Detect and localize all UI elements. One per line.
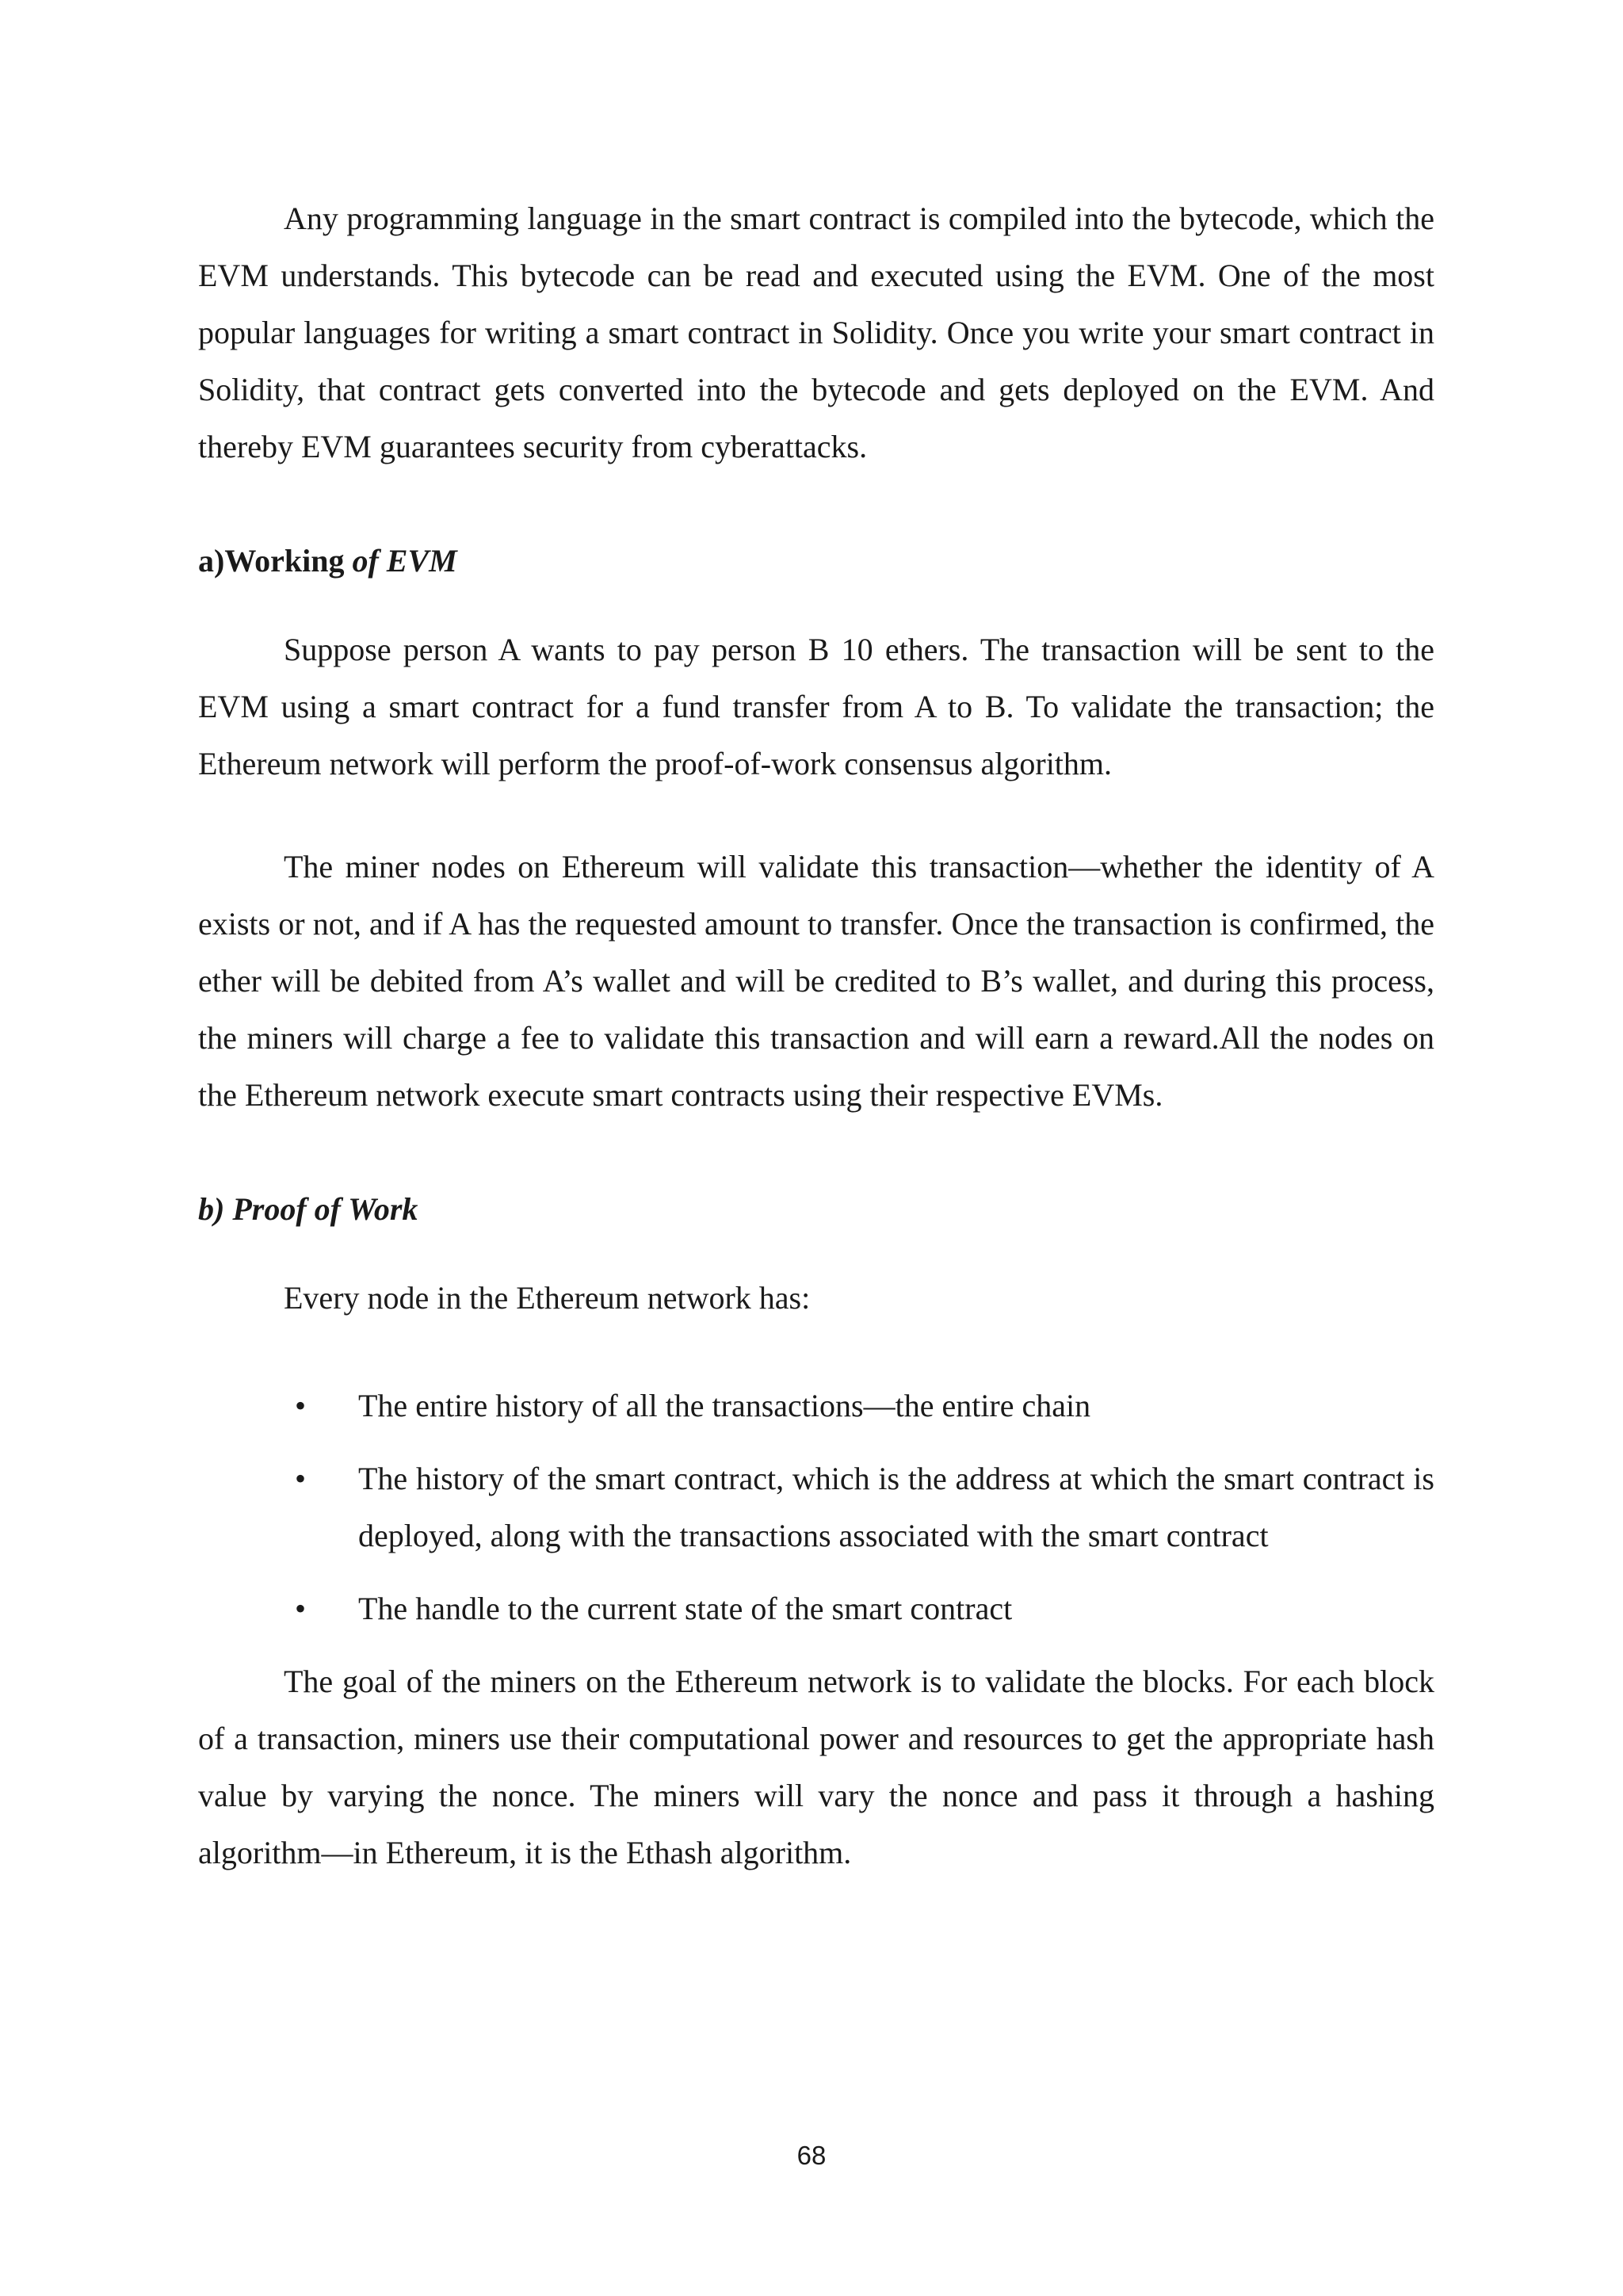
list-item-text: The history of the smart contract, which is the address at which the smart contract is deployed, along with the transactions associated with the smart contract [358,1461,1434,1553]
paragraph-pow-intro: Every node in the Ethereum network has: [284,1280,811,1316]
list-item-text: The entire history of all the transactions—the entire chain [358,1388,1091,1423]
list-item [198,1580,1434,1637]
paragraph-working-2: The miner nodes on Ethereum will validate this transaction—whether the identity of A exists or not, and if A has the requested amount to transfer. Once the transaction is confirmed, the ether will be debited from A’s wallet and will be credited to B’s wallet, and during this process, the miners will charge a fee to validate this transaction and will earn a reward.All the nodes on the Ethereum network execute smart contracts using their respective EVMs. [198,849,1434,1113]
bullet-icon: • [295,1388,307,1423]
paragraph-pow-goal: The goal of the miners on the Ethereum network is to validate the blocks. For each block of a transaction, miners use their computational power and resources to get the appropriate hash value by varying the nonce. The miners will vary the nonce and pass it through a hashing algorithm—in Ethereum, it is the Ethash algorithm. [198,1664,1434,1870]
list-item-text: The handle to the current state of the smart contract [358,1591,1013,1626]
page-body [198,190,1434,1881]
list-item [198,1450,1434,1564]
paragraph-intro: Any programming language in the smart contract is compiled into the bytecode, which the EVM understands. This bytecode can be read and executed using the EVM. One of the most popular languages for writing a smart contract in Solidity. Once you write your smart contract in Solidity, that contract gets converted into the bytecode and gets deployed on the EVM. And thereby EVM guarantees security from cyberattacks. [198,201,1434,464]
heading-working-bold: a)Working [198,543,353,579]
list-item [198,1377,1434,1435]
paragraph-working-1: Suppose person A wants to pay person B 10 ethers. The transaction will be sent to the EVM using a smart contract for a fund transfer from A to B. To validate the transaction; the Ethereum network will perform the proof-of-work consensus algorithm. [198,632,1434,781]
bullet-icon: • [295,1461,307,1496]
heading-working-of-evm [198,533,1434,590]
page-number: 68 [796,2141,827,2170]
bullet-icon: • [295,1591,307,1626]
heading-working-italic: of EVM [352,543,457,579]
node-contents-list [198,1377,1434,1637]
heading-proof-of-work: b) Proof of Work [198,1191,418,1227]
